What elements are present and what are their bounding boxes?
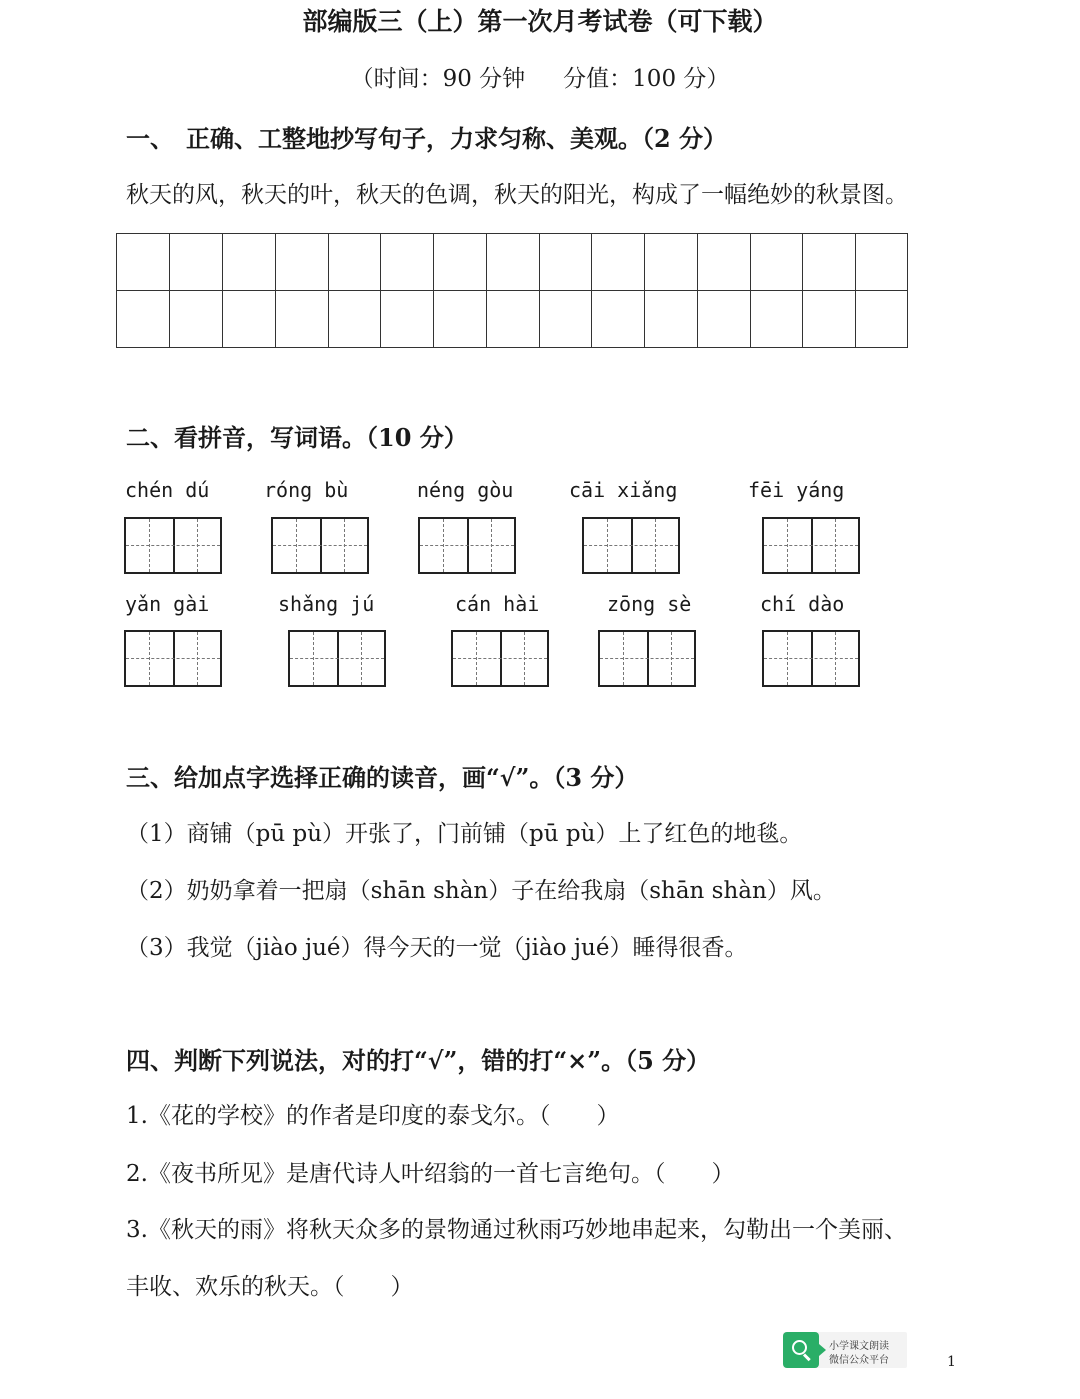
section2-heading: 二、看拼音，写词语。（10 分）	[126, 423, 468, 452]
pinyin-label: yǎn gài	[125, 592, 210, 616]
judge-item: 2.《夜书所见》是唐代诗人叶绍翁的一首七言绝句。（ ）	[126, 1161, 735, 1187]
question-item: （2）奶奶拿着一把扇（shān shàn）子在给我扇（shān shàn）风。	[126, 878, 836, 904]
pinyin-label: chén dú	[125, 478, 210, 502]
judge-item: 3.《秋天的雨》将秋天众多的景物通过秋雨巧妙地串起来，勾勒出一个美丽、	[126, 1217, 907, 1243]
writing-box[interactable]	[762, 517, 860, 574]
writing-box[interactable]	[271, 517, 369, 574]
writing-box[interactable]	[598, 630, 696, 687]
pinyin-label: shǎng jú	[278, 592, 375, 616]
pinyin-label: zōng sè	[607, 592, 692, 616]
section4-heading: 四、判断下列说法，对的打“√”，错的打“×”。（5 分）	[126, 1046, 711, 1075]
copy-sentence: 秋天的风，秋天的叶，秋天的色调，秋天的阳光，构成了一幅绝妙的秋景图。	[126, 182, 908, 208]
page-number: 1	[947, 1354, 956, 1370]
copy-writing-grid[interactable]	[116, 233, 908, 348]
writing-box[interactable]	[124, 630, 222, 687]
question-item: （1）商铺（pū pù）开张了，门前铺（pū pù）上了红色的地毯。	[126, 821, 803, 847]
wechat-account-badge	[783, 1332, 907, 1368]
pinyin-label: cāi xiǎng	[569, 478, 678, 502]
exam-info	[0, 60, 1080, 93]
judge-item-continued: 丰收、欢乐的秋天。（ ）	[126, 1274, 414, 1300]
badge-platform-label: 微信公众平台	[829, 1355, 889, 1366]
exam-score: 分值：100 分）	[563, 66, 730, 92]
writing-box[interactable]	[762, 630, 860, 687]
badge-account-name: 小学课文朗读	[829, 1341, 889, 1352]
question-item: （3）我觉（jiào jué）得今天的一觉（jiào jué）睡得很香。	[126, 935, 748, 961]
section3-heading: 三、给加点字选择正确的读音，画“√”。（3 分）	[126, 763, 639, 792]
judge-item: 1.《花的学校》的作者是印度的泰戈尔。（ ）	[126, 1103, 620, 1129]
writing-box[interactable]	[451, 630, 549, 687]
pinyin-label: néng gòu	[417, 478, 514, 502]
exam-time: （时间：90 分钟	[350, 66, 526, 92]
pinyin-label: fēi yáng	[748, 478, 845, 502]
pinyin-label: róng bù	[264, 478, 349, 502]
pinyin-label: chí dào	[760, 592, 845, 616]
writing-box[interactable]	[288, 630, 386, 687]
writing-box[interactable]	[124, 517, 222, 574]
pinyin-label: cán hài	[455, 592, 540, 616]
page-title: 部编版三（上）第一次月考试卷（可下载）	[302, 7, 778, 36]
writing-box[interactable]	[582, 517, 680, 574]
writing-box[interactable]	[418, 517, 516, 574]
section1-heading: 一、 正确、工整地抄写句子，力求匀称、美观。（2 分）	[126, 124, 728, 153]
wechat-search-icon	[783, 1332, 819, 1368]
